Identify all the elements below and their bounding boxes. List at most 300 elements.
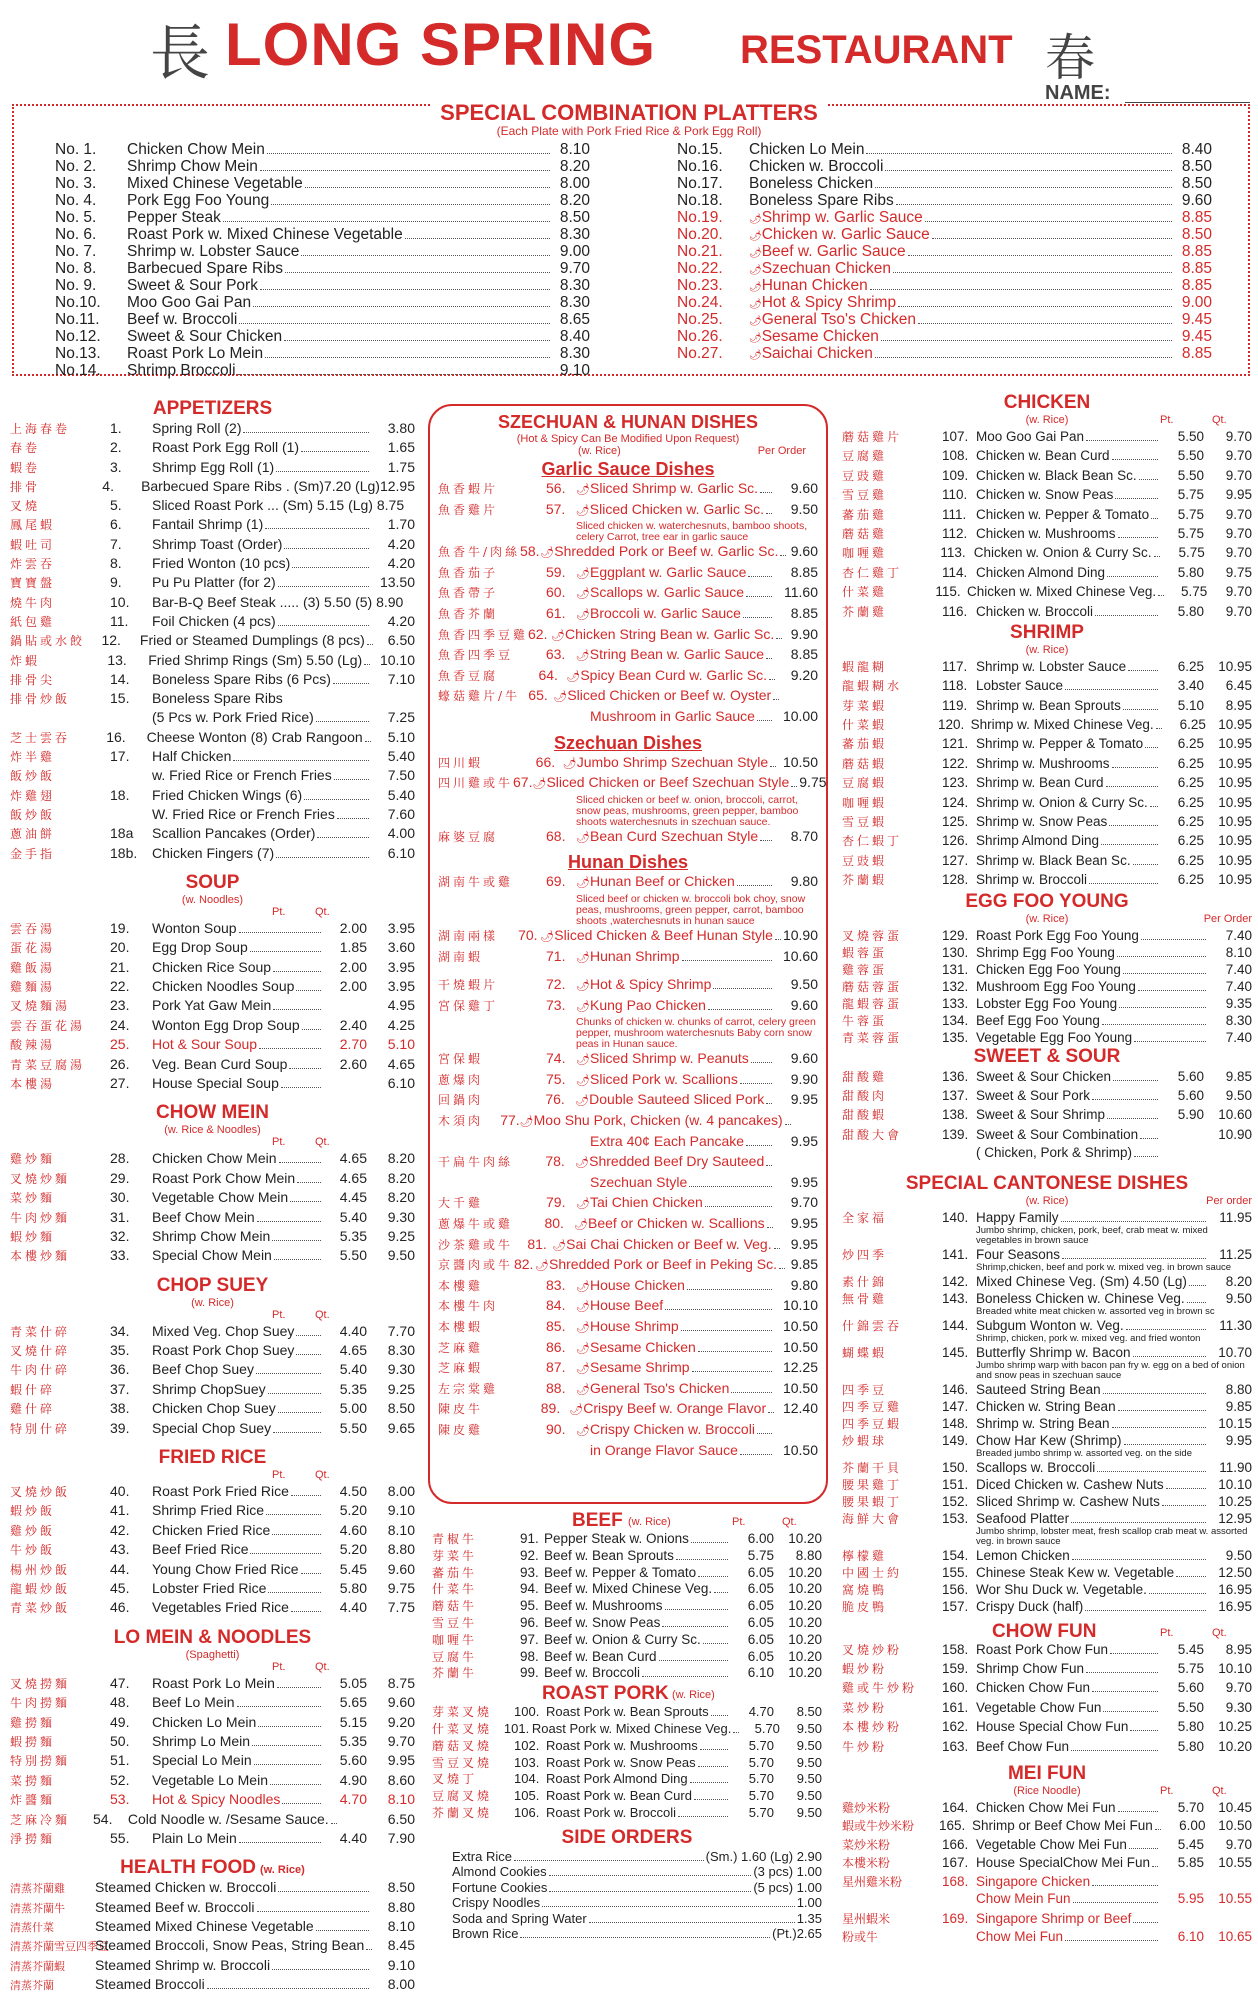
menu-item[interactable] (438, 1236, 818, 1257)
side-item[interactable] (432, 1849, 822, 1865)
menu-item[interactable] (10, 1918, 415, 1937)
menu-item[interactable] (10, 1599, 415, 1618)
menu-item[interactable] (10, 1830, 415, 1849)
side-item[interactable] (432, 1911, 822, 1927)
combo-price: 8.85 (1181, 277, 1212, 294)
menu-item[interactable] (842, 852, 1252, 871)
menu-item[interactable] (10, 997, 415, 1016)
menu-item[interactable] (432, 1703, 822, 1720)
menu-item[interactable] (10, 1772, 415, 1791)
menu-item[interactable] (432, 1547, 822, 1564)
price-pt: 5.75 (1177, 525, 1204, 541)
leader-dots (1133, 1922, 1158, 1923)
price-qt: 7.90 (387, 1829, 415, 1846)
menu-item[interactable] (438, 873, 818, 894)
menu-item[interactable] (842, 1459, 1252, 1476)
menu-item[interactable] (438, 1153, 818, 1174)
menu-item[interactable] (438, 1071, 818, 1092)
combo-item[interactable] (677, 243, 1212, 260)
combo-item[interactable] (55, 209, 590, 226)
combo-item[interactable] (55, 328, 590, 345)
leader-dots (1089, 883, 1158, 884)
cn-name: 星州蝦米 (842, 1911, 891, 1926)
menu-item[interactable] (842, 1873, 1252, 1892)
menu-item[interactable] (842, 1106, 1252, 1125)
item-number: 43. (110, 1541, 130, 1558)
menu-item[interactable] (10, 1694, 415, 1713)
menu-item[interactable] (842, 1928, 1252, 1947)
menu-item[interactable] (842, 1398, 1252, 1415)
item-price: 11.25 (1219, 1246, 1252, 1262)
combo-item[interactable] (55, 277, 590, 294)
appetizers-title: APPETIZERS (152, 398, 273, 419)
leader-dots (760, 840, 772, 841)
menu-item[interactable] (842, 1679, 1252, 1698)
menu-item[interactable] (842, 1799, 1252, 1818)
menu-item[interactable] (10, 978, 415, 997)
item-price: 16.95 (1218, 1598, 1252, 1614)
menu-item[interactable] (842, 1564, 1252, 1581)
menu-item[interactable] (10, 1209, 415, 1228)
menu-item[interactable] (438, 997, 818, 1018)
item-name: Almond Cookies (452, 1864, 547, 1880)
item-number: 48. (110, 1694, 130, 1711)
price-pt: 5.35 (339, 1227, 367, 1244)
item-number: 158. (942, 1641, 969, 1657)
combo-item[interactable] (677, 260, 1212, 277)
menu-item[interactable] (10, 671, 415, 690)
menu-item[interactable] (842, 1432, 1252, 1449)
menu-item[interactable] (842, 1415, 1252, 1432)
menu-item[interactable] (10, 1247, 415, 1266)
menu-item[interactable] (10, 1323, 415, 1342)
menu-item[interactable] (10, 1811, 415, 1830)
menu-item[interactable] (842, 1510, 1252, 1527)
menu-item[interactable] (842, 1273, 1252, 1290)
menu-item[interactable] (10, 555, 415, 574)
menu-item[interactable] (10, 497, 415, 516)
item-name: Hot & Spicy Noodles (152, 1791, 281, 1808)
item-name: Shredded Beef Dry Sauteed (589, 1153, 765, 1170)
combo-item[interactable] (55, 175, 590, 192)
menu-item[interactable] (438, 948, 818, 969)
leader-dots (239, 323, 550, 324)
menu-item[interactable] (432, 1597, 822, 1614)
menu-item[interactable] (10, 1561, 415, 1580)
menu-item[interactable] (438, 1339, 818, 1360)
combo-item[interactable] (677, 141, 1212, 158)
menu-item[interactable] (432, 1737, 822, 1754)
combo-item[interactable] (55, 158, 590, 175)
menu-item[interactable] (438, 1421, 818, 1442)
price-pt: 5.80 (1177, 1719, 1204, 1735)
menu-item[interactable] (10, 806, 415, 825)
price-pt: 6.05 (747, 1614, 774, 1630)
combo-item[interactable] (55, 294, 590, 311)
menu-item[interactable] (432, 1804, 822, 1821)
price-pt: 6.10 (1177, 1929, 1204, 1945)
price-qt: 10.10 (1218, 1660, 1252, 1676)
menu-item[interactable] (10, 959, 415, 978)
item-price: 6.50 (387, 632, 416, 649)
menu-item[interactable] (10, 516, 415, 535)
cn-name: 芝麻蝦 (438, 1361, 484, 1376)
menu-item[interactable] (842, 447, 1252, 466)
menu-item[interactable] (10, 594, 415, 613)
menu-item[interactable] (438, 1442, 818, 1463)
menu-item[interactable] (842, 1910, 1252, 1929)
pepper-icon: 🌶 (574, 1219, 588, 1232)
menu-item[interactable] (10, 1420, 415, 1439)
menu-item[interactable] (10, 1502, 415, 1521)
menu-item[interactable] (842, 467, 1252, 486)
menu-item[interactable] (438, 1194, 818, 1215)
menu-item[interactable] (842, 961, 1252, 978)
side-item[interactable] (432, 1864, 822, 1880)
cn-name: 回鍋肉 (438, 1093, 484, 1108)
pepper-icon: 🌶 (576, 1301, 590, 1314)
menu-item[interactable] (10, 1017, 415, 1036)
pepper-icon: 🌶 (552, 1239, 567, 1252)
menu-item[interactable] (842, 1029, 1252, 1046)
menu-item[interactable] (842, 1836, 1252, 1855)
side-item[interactable] (432, 1926, 822, 1942)
menu-item[interactable] (842, 716, 1252, 735)
menu-item[interactable] (842, 1209, 1252, 1226)
menu-item[interactable] (438, 774, 827, 795)
cn-name: 雞飯湯 (10, 960, 56, 975)
menu-item[interactable] (842, 486, 1252, 505)
combo-item[interactable] (55, 311, 590, 328)
item-number: 35. (110, 1342, 130, 1359)
menu-item[interactable] (438, 687, 818, 708)
side-item[interactable] (432, 1880, 822, 1896)
menu-item[interactable] (10, 1483, 415, 1502)
menu-item[interactable] (438, 1215, 818, 1236)
menu-item[interactable] (10, 1400, 415, 1419)
leader-dots (866, 153, 1172, 154)
price-qt: 8.30 (387, 1342, 415, 1359)
leader-dots (766, 658, 772, 659)
menu-item[interactable] (10, 1957, 415, 1976)
item-description: Sliced chicken w. waterchesnuts, bamboo shoots, celery Carrot, tree ear in garlic sauce (576, 520, 808, 544)
leader-dots (766, 513, 772, 514)
menu-item[interactable] (10, 1937, 415, 1956)
menu-item[interactable] (842, 944, 1252, 961)
cn-name: 芝士雲吞 (10, 730, 71, 745)
menu-item[interactable] (842, 1493, 1252, 1510)
leader-dots (1103, 1393, 1206, 1394)
menu-item[interactable] (438, 927, 818, 948)
leader-dots (791, 786, 797, 787)
menu-item[interactable] (438, 1297, 818, 1318)
menu-item[interactable] (10, 1342, 415, 1361)
combo-item[interactable] (55, 192, 590, 209)
menu-item[interactable] (432, 1787, 822, 1804)
menu-item[interactable] (438, 1091, 818, 1112)
menu-item[interactable] (842, 1817, 1252, 1836)
menu-item[interactable] (438, 584, 818, 605)
cn-name: 本樓牛肉 (438, 1299, 499, 1314)
menu-item[interactable] (10, 1675, 415, 1694)
menu-item[interactable] (10, 1976, 415, 1995)
sweet-sour-title: SWEET & SOUR (973, 1045, 1121, 1067)
menu-item[interactable] (10, 767, 415, 786)
menu-item[interactable] (432, 1564, 822, 1581)
menu-item[interactable] (10, 1170, 415, 1189)
item-price: 8.80 (1225, 1381, 1252, 1397)
leader-dots (282, 1803, 321, 1804)
menu-item[interactable] (10, 1075, 415, 1094)
price-pt: 5.40 (339, 1208, 367, 1225)
menu-item[interactable] (10, 1714, 415, 1733)
menu-item[interactable] (438, 1359, 818, 1380)
menu-item[interactable] (438, 708, 818, 729)
menu-item[interactable] (438, 1380, 818, 1401)
item-price: 9.80 (790, 1276, 818, 1293)
item-number: 141. (942, 1246, 969, 1262)
leader-dots (708, 1009, 772, 1010)
menu-item[interactable] (438, 646, 818, 667)
price-qt: 9.50 (796, 1788, 822, 1804)
price-qt: 8.00 (387, 1483, 415, 1500)
menu-item[interactable] (10, 478, 415, 497)
menu-item[interactable] (10, 652, 415, 671)
menu-item[interactable] (842, 774, 1252, 793)
combo-item[interactable] (677, 311, 1212, 328)
combo-item[interactable] (55, 243, 590, 260)
menu-item[interactable] (10, 845, 415, 864)
menu-item[interactable] (842, 658, 1252, 677)
item-price: 9.95 (790, 1173, 818, 1190)
menu-item[interactable] (10, 1150, 415, 1169)
menu-item[interactable] (842, 1581, 1252, 1598)
item-price: 9.95 (790, 1215, 818, 1232)
menu-item[interactable] (842, 428, 1252, 447)
menu-item[interactable] (432, 1580, 822, 1597)
menu-item[interactable] (842, 1087, 1252, 1106)
item-description: Jumbo shrimp, lobster meat, fresh scallop crab meat w. assorted veg. in brown sauce (976, 1525, 1248, 1547)
menu-item[interactable] (438, 667, 818, 688)
combo-item[interactable] (677, 226, 1212, 243)
menu-item[interactable] (438, 605, 818, 626)
item-price: 7.10 (387, 670, 415, 687)
leader-dots (1134, 1156, 1158, 1157)
menu-item[interactable] (438, 1277, 818, 1298)
mei-fun-title: MEI FUN (1007, 1762, 1087, 1784)
menu-item[interactable] (10, 459, 415, 478)
menu-item[interactable] (842, 1476, 1252, 1493)
menu-item[interactable] (10, 787, 415, 806)
cn-name: 什錦雲吞 (842, 1318, 903, 1333)
menu-item[interactable] (842, 813, 1252, 832)
menu-item[interactable] (842, 1891, 1252, 1910)
menu-item[interactable] (10, 1733, 415, 1752)
side-item[interactable] (432, 1895, 822, 1911)
menu-item[interactable] (10, 1791, 415, 1810)
menu-item[interactable] (10, 439, 415, 458)
menu-item[interactable] (10, 1189, 415, 1208)
menu-item[interactable] (432, 1754, 822, 1771)
combo-number: No.23. (677, 277, 723, 294)
cn-name: 芽菜叉燒 (432, 1705, 493, 1720)
menu-item[interactable] (10, 690, 415, 709)
section-header-row (842, 913, 1252, 927)
combo-name: Boneless Spare Ribs (749, 192, 894, 209)
combo-item[interactable] (677, 175, 1212, 192)
price-qt: 10.95 (1218, 658, 1252, 674)
menu-item[interactable] (10, 1036, 415, 1055)
menu-item[interactable] (10, 1381, 415, 1400)
menu-item[interactable] (438, 828, 818, 849)
menu-item[interactable] (438, 1050, 818, 1071)
menu-item[interactable] (842, 1126, 1252, 1145)
menu-item[interactable] (842, 677, 1252, 696)
menu-item[interactable] (10, 1522, 415, 1541)
menu-item[interactable] (432, 1720, 822, 1737)
menu-item[interactable] (842, 1068, 1252, 1087)
combo-item[interactable] (55, 141, 590, 158)
item-number: 78. (545, 1153, 565, 1170)
menu-item[interactable] (842, 1547, 1252, 1564)
menu-item[interactable] (842, 1381, 1252, 1398)
menu-item[interactable] (438, 1112, 818, 1133)
item-name: Fortune Cookies (452, 1879, 548, 1895)
item-number: 66. (535, 753, 556, 770)
menu-item[interactable] (10, 1541, 415, 1560)
menu-item[interactable] (438, 626, 818, 647)
price-pt: 6.25 (1179, 717, 1206, 733)
menu-item[interactable] (842, 564, 1252, 583)
menu-item[interactable] (842, 544, 1252, 563)
item-name: Shrimp Lo Mein (152, 1732, 251, 1749)
menu-item[interactable] (438, 1133, 818, 1154)
combo-item[interactable] (677, 209, 1212, 226)
menu-item[interactable] (432, 1770, 822, 1787)
combo-item[interactable] (677, 345, 1212, 362)
menu-item[interactable] (842, 995, 1252, 1012)
menu-item[interactable] (842, 927, 1252, 944)
menu-item[interactable] (842, 603, 1252, 622)
menu-item[interactable] (10, 1056, 415, 1075)
menu-item[interactable] (842, 978, 1252, 995)
menu-item[interactable] (432, 1530, 822, 1547)
menu-item[interactable] (10, 1899, 415, 1918)
menu-item[interactable] (10, 536, 415, 555)
menu-item[interactable] (10, 939, 415, 958)
menu-item[interactable] (842, 1660, 1252, 1679)
menu-item[interactable] (842, 1718, 1252, 1737)
combo-item[interactable] (677, 192, 1212, 209)
menu-item[interactable] (10, 613, 415, 632)
menu-item[interactable] (438, 1318, 818, 1339)
menu-item[interactable] (842, 871, 1252, 890)
menu-item[interactable] (842, 1290, 1252, 1307)
item-name: Chicken Egg Foo Young (976, 961, 1121, 977)
menu-item[interactable] (10, 1752, 415, 1771)
menu-item[interactable] (10, 709, 415, 728)
menu-item[interactable] (438, 1174, 818, 1195)
menu-item[interactable] (842, 525, 1252, 544)
menu-item[interactable] (10, 574, 415, 593)
combo-item[interactable] (677, 158, 1212, 175)
combo-item[interactable] (677, 277, 1212, 294)
leader-dots (925, 221, 1172, 222)
combo-item[interactable] (677, 294, 1212, 311)
menu-item[interactable] (438, 564, 818, 585)
menu-item[interactable] (10, 1228, 415, 1247)
menu-item[interactable] (842, 583, 1252, 602)
menu-item[interactable] (10, 632, 415, 651)
cn-name: 雲吞湯 (10, 921, 56, 936)
menu-item[interactable] (10, 1580, 415, 1599)
menu-item[interactable] (10, 1879, 415, 1898)
menu-item[interactable] (842, 506, 1252, 525)
menu-item[interactable] (842, 1699, 1252, 1718)
menu-item[interactable] (842, 794, 1252, 813)
menu-item[interactable] (432, 1614, 822, 1631)
combo-item[interactable] (55, 345, 590, 362)
menu-item[interactable] (842, 755, 1252, 774)
menu-item[interactable] (842, 1246, 1252, 1263)
menu-item[interactable] (842, 1738, 1252, 1757)
item-name: Shrimp or Beef Chow Mei Fun (971, 1818, 1153, 1834)
leader-dots (367, 644, 373, 645)
menu-item[interactable] (438, 976, 818, 997)
menu-item[interactable] (842, 735, 1252, 754)
menu-item[interactable] (842, 697, 1252, 716)
item-name: Scallops w. Broccoli (976, 1459, 1096, 1475)
menu-item[interactable] (432, 1631, 822, 1648)
menu-item[interactable] (10, 729, 415, 748)
section-note: (Spaghetti) (185, 1648, 240, 1661)
leader-dots (1095, 615, 1158, 616)
menu-item[interactable] (432, 1664, 822, 1681)
item-name: Hot & Spicy Shrimp (590, 976, 712, 993)
item-name: Chicken w. Snow Peas (976, 487, 1114, 503)
leader-dots (549, 1875, 752, 1876)
combo-item[interactable] (677, 328, 1212, 345)
menu-item[interactable] (842, 1317, 1252, 1334)
item-price: 16.95 (1218, 1581, 1252, 1597)
menu-item[interactable] (842, 1598, 1252, 1615)
menu-item[interactable] (842, 1641, 1252, 1660)
combo-item[interactable] (55, 260, 590, 277)
menu-item[interactable] (842, 1854, 1252, 1873)
menu-item[interactable] (438, 501, 818, 522)
menu-item[interactable] (10, 920, 415, 939)
menu-item[interactable] (438, 754, 818, 775)
combo-item[interactable] (55, 362, 590, 379)
menu-item[interactable] (438, 480, 818, 501)
menu-item[interactable] (10, 825, 415, 844)
combo-item[interactable] (55, 226, 590, 243)
menu-item[interactable] (438, 1400, 818, 1421)
menu-item[interactable] (438, 543, 818, 564)
menu-item[interactable] (842, 832, 1252, 851)
menu-item[interactable] (10, 420, 415, 439)
menu-item[interactable] (438, 1256, 818, 1277)
menu-item[interactable] (10, 748, 415, 767)
item-price: 8.85 (790, 604, 818, 621)
menu-item[interactable] (842, 1344, 1252, 1361)
menu-item[interactable] (842, 1145, 1252, 1164)
item-name: Sliced Shrimp w. Cashew Nuts (976, 1493, 1160, 1509)
menu-item[interactable] (842, 1012, 1252, 1029)
menu-item[interactable] (432, 1648, 822, 1665)
item-number: 75. (546, 1070, 566, 1087)
menu-item[interactable] (10, 1361, 415, 1380)
